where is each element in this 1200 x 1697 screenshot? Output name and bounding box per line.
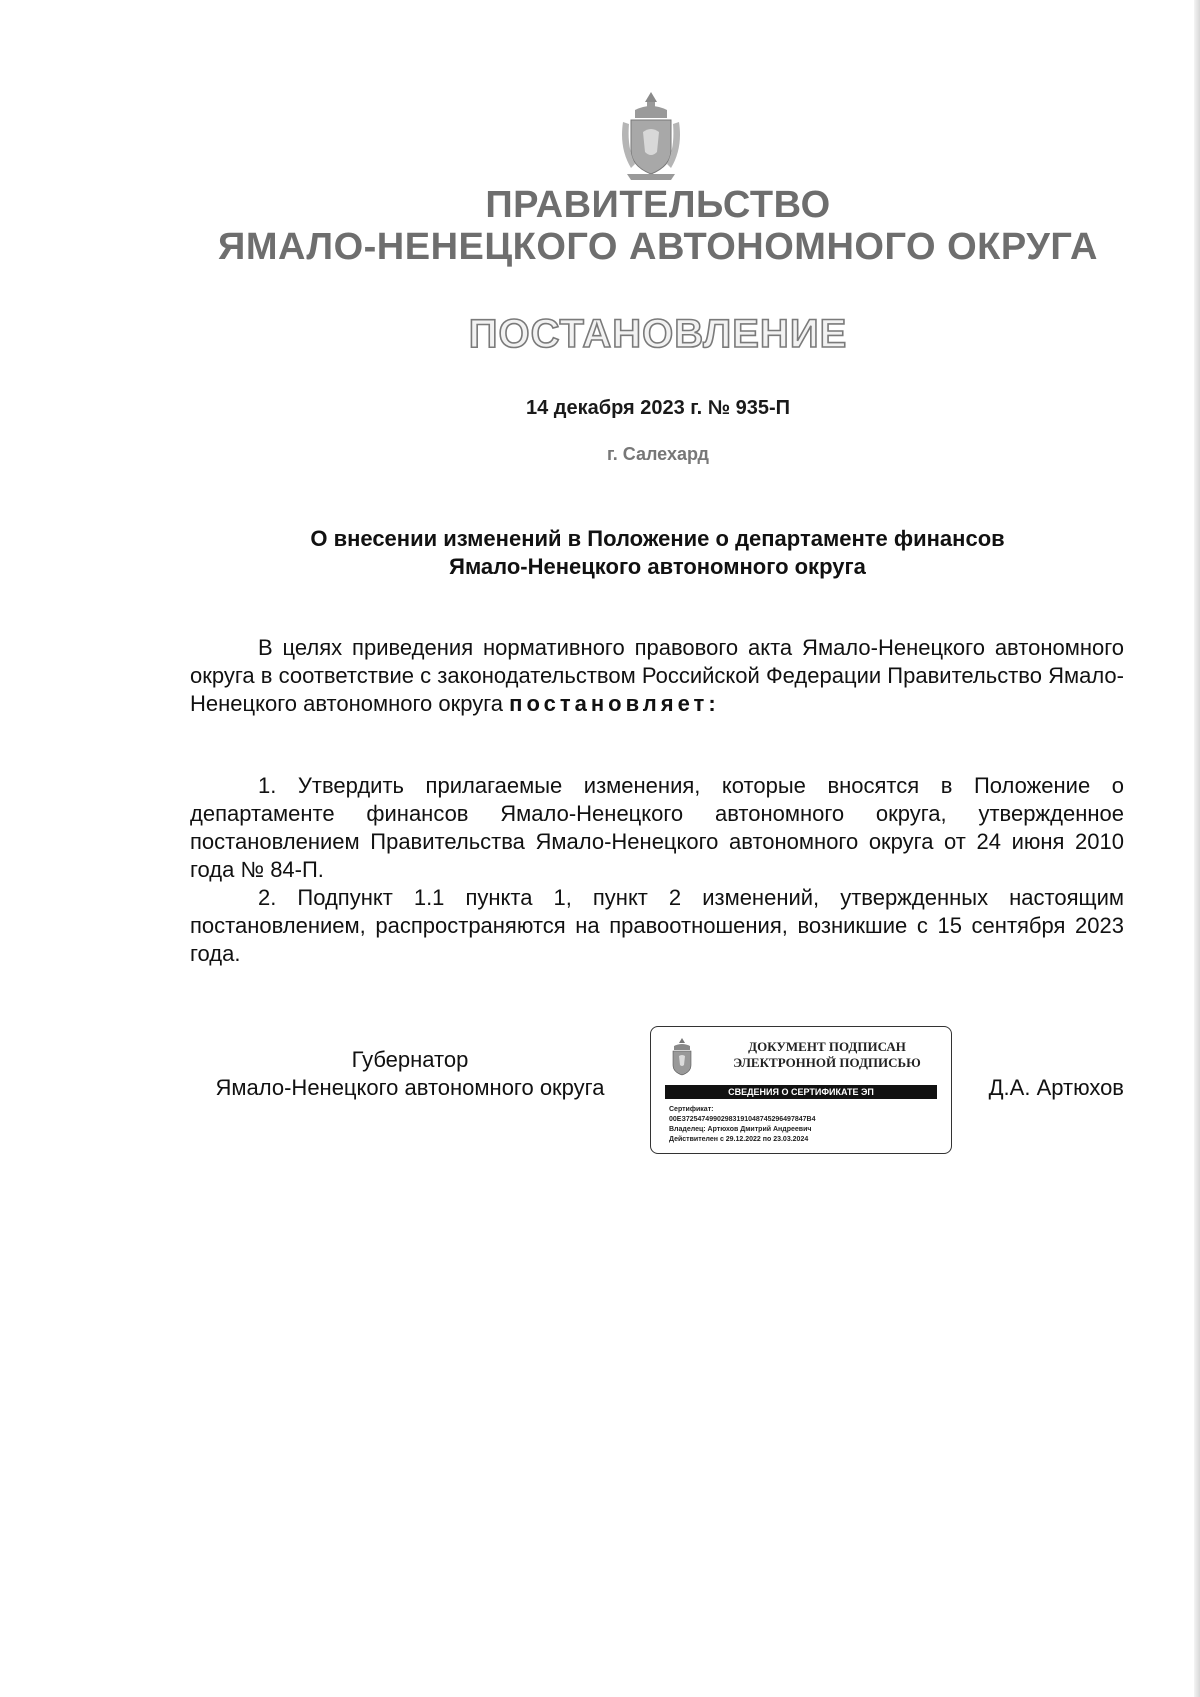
government-name-line2: ЯМАЛО-НЕНЕЦКОГО АВТОНОМНОГО ОКРУГА — [218, 226, 1098, 268]
document-title-line2: Ямало-Ненецкого автономного округа — [449, 554, 866, 579]
document-type-heading: ПОСТАНОВЛЕНИЕ — [468, 312, 848, 356]
preamble-paragraph — [190, 634, 1124, 718]
document-date-number: 14 декабря 2023 г. № 935-П — [525, 397, 791, 419]
stamp-heading-line2: ЭЛЕКТРОННОЙ ПОДПИСЬЮ — [733, 1055, 921, 1070]
stamp-certificate-bar: СВЕДЕНИЯ О СЕРТИФИКАТЕ ЭП — [665, 1085, 937, 1099]
resolution-item-2 — [190, 884, 1124, 968]
stamp-emblem-icon — [669, 1037, 695, 1077]
preamble-text: В целях приведения нормативного правового акта Ямало-Ненецкого автономного округа в соответствие с законодательством Российской Федерации Правительство Ямало-Ненецкого автономного округа — [190, 635, 1124, 716]
electronic-signature-stamp — [650, 1026, 952, 1154]
document-title — [190, 525, 1125, 581]
stamp-owner: Владелец: Артюхов Дмитрий Андреевич — [669, 1126, 812, 1133]
signatory-name: Д.А. Артюхов — [988, 1075, 1124, 1100]
resolution-item-2-text: 2. Подпункт 1.1 пункта 1, пункт 2 изменений, утвержденных настоящим постановлением, распространяются на правоотношения, возникшие с 15 сентября 2023 года. — [190, 885, 1124, 966]
signatory-position — [180, 1046, 640, 1102]
signatory-position-line2: Ямало-Ненецкого автономного округа — [215, 1075, 605, 1100]
document-title-line1: О внесении изменений в Положение о департаменте финансов — [310, 526, 1005, 551]
resolves-word: постановляет: — [509, 691, 720, 716]
stamp-certificate-label: Сертификат: — [669, 1106, 714, 1113]
stamp-heading — [711, 1039, 943, 1071]
document-city: г. Салехард — [607, 444, 709, 464]
stamp-details — [669, 1105, 939, 1145]
resolution-item-1-text: 1. Утвердить прилагаемые изменения, которые вносятся в Положение о департаменте финансов Ямало-Ненецкого автономного округа, утвержденное постановлением Правительства Ямало-Ненецкого автономного округа от 24 июня 2010 года № 84-П. — [190, 773, 1124, 882]
stamp-validity: Действителен с 29.12.2022 по 23.03.2024 — [669, 1136, 809, 1143]
resolution-item-1 — [190, 772, 1124, 884]
stamp-certificate-number: 00ЕЗ7254749902983191048745296497847В4 — [669, 1116, 816, 1123]
stamp-heading-line1: ДОКУМЕНТ ПОДПИСАН — [748, 1039, 906, 1054]
coat-of-arms-emblem — [617, 88, 685, 184]
signatory-position-line1: Губернатор — [351, 1047, 469, 1072]
government-name-line1: ПРАВИТЕЛЬСТВО — [485, 184, 831, 226]
